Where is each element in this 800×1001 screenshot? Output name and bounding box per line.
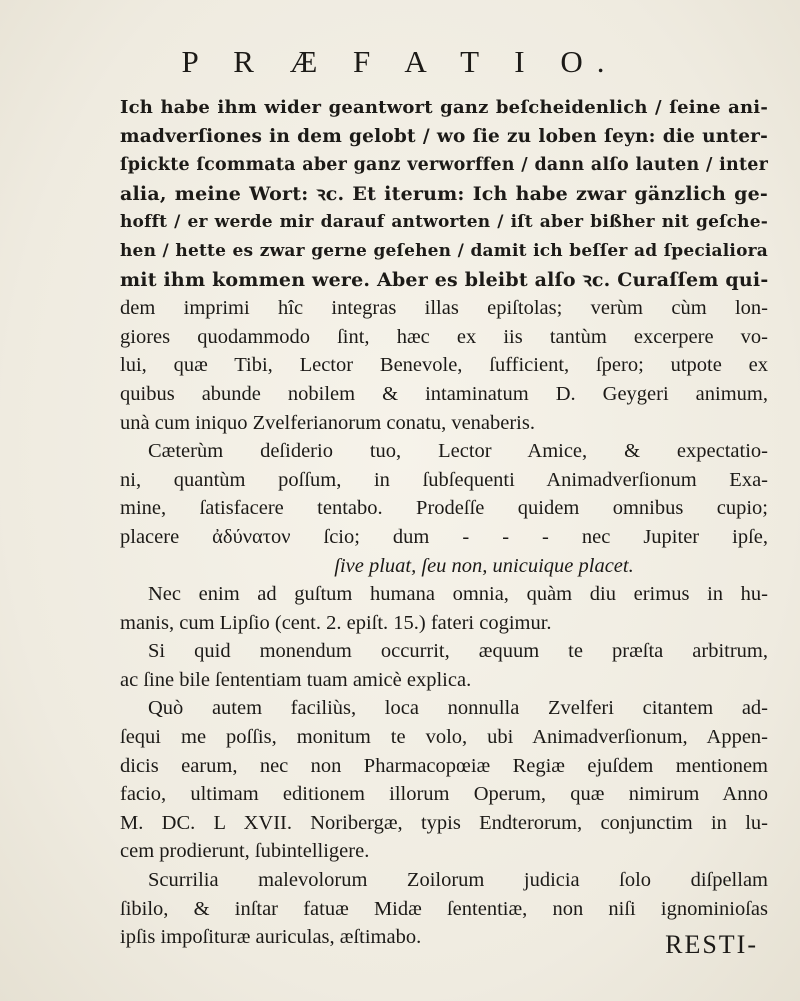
text-line: ni, quantùm poſſum, in ſubſequenti Animadverſionum Exa-	[120, 468, 768, 491]
text-line: alia, meine Wort: ꝛc. Et iterum: Ich habe zwar gänzlich ge-	[120, 182, 768, 205]
text-line: Scurrilia malevolorum Zoilorum judicia ſolo diſpellam	[148, 869, 768, 892]
text-line: hen / hette es zwar gerne geſehen / damit ich beſſer ad ſpecialiora	[120, 240, 768, 261]
text-line: ac ſine bile ſententiam tuam amicè explica.	[120, 668, 472, 691]
page-title: P R Æ F A T I O.	[181, 44, 619, 79]
text-line: Si quid monendum occurrit, æquum te præſta arbitrum,	[148, 640, 768, 663]
text-line: ſequi me poſſis, monitum te volo, ubi Animadverſionum, Appen-	[120, 726, 768, 749]
text-line: manis, cum Lipſio (cent. 2. epiſt. 15.) fateri cogimur.	[120, 611, 552, 634]
text-line: ſpickte ſcommata aber ganz verworffen / dann alſo lauten / inter	[120, 155, 768, 176]
text-line: hofft / er werde mir darauf antworten / iſt aber bißher nit geſche-	[120, 212, 768, 233]
text-line: Ich habe ihm wider geantwort ganz beſcheidenlich / ſeine ani-	[120, 97, 768, 118]
text-line: ſibilo, & inſtar fatuæ Midæ ſententiæ, non niſi ignominioſas	[120, 897, 768, 920]
text-line: Nec enim ad guſtum humana omnia, quàm diu erimus in hu-	[148, 583, 768, 606]
text-line: cem prodierunt, ſubintelligere.	[120, 840, 370, 863]
text-line: quibus abunde nobilem & intaminatum D. Geygeri animum,	[120, 382, 768, 405]
text-line: dicis earum, nec non Pharmacopœiæ Regiæ ejuſdem mentionem	[120, 754, 768, 777]
text-line: Cæterùm deſiderio tuo, Lector Amice, & expectatio-	[148, 440, 768, 463]
text-line: unà cum iniquo Zvelferianorum conatu, venaberis.	[120, 411, 535, 434]
text-line: dem imprimi hîc integras illas epiſtolas; verùm cùm lon-	[120, 297, 768, 320]
text-line: facio, ultimam editionem illorum Operum, quæ nimirum Anno	[120, 783, 768, 806]
text-line: ſive pluat, ſeu non, unicuique placet.	[334, 554, 634, 577]
text-line: M. DC. L XVII. Noribergæ, typis Endterorum, conjunctim in lu-	[120, 811, 768, 834]
text-line: mine, ſatisfacere tentabo. Prodeſſe quidem omnibus cupio;	[120, 497, 768, 520]
text-line: placere ἀδύνατον ſcio; dum - - - nec Jupiter ipſe,	[120, 525, 768, 548]
body-text	[120, 94, 768, 952]
text-line: mit ihm kommen were. Aber es bleibt alſo ꝛc. Curaſſem qui-	[120, 268, 769, 291]
text-line: madverſiones in dem gelobt / wo ſie zu loben ſeyn: die unter-	[120, 125, 768, 147]
text-line: Quò autem faciliùs, loca nonnulla Zvelferi citantem ad-	[148, 697, 768, 720]
text-line: giores quodammodo ſint, hæc ex iis tantùm excerpere vo-	[120, 325, 768, 348]
text-line: ipſis impoſituræ auriculas, æſtimabo.	[120, 926, 422, 949]
catchword: RESTI-	[665, 930, 758, 959]
text-line: lui, quæ Tibi, Lector Benevole, ſufficient, ſpero; utpote ex	[120, 354, 768, 377]
